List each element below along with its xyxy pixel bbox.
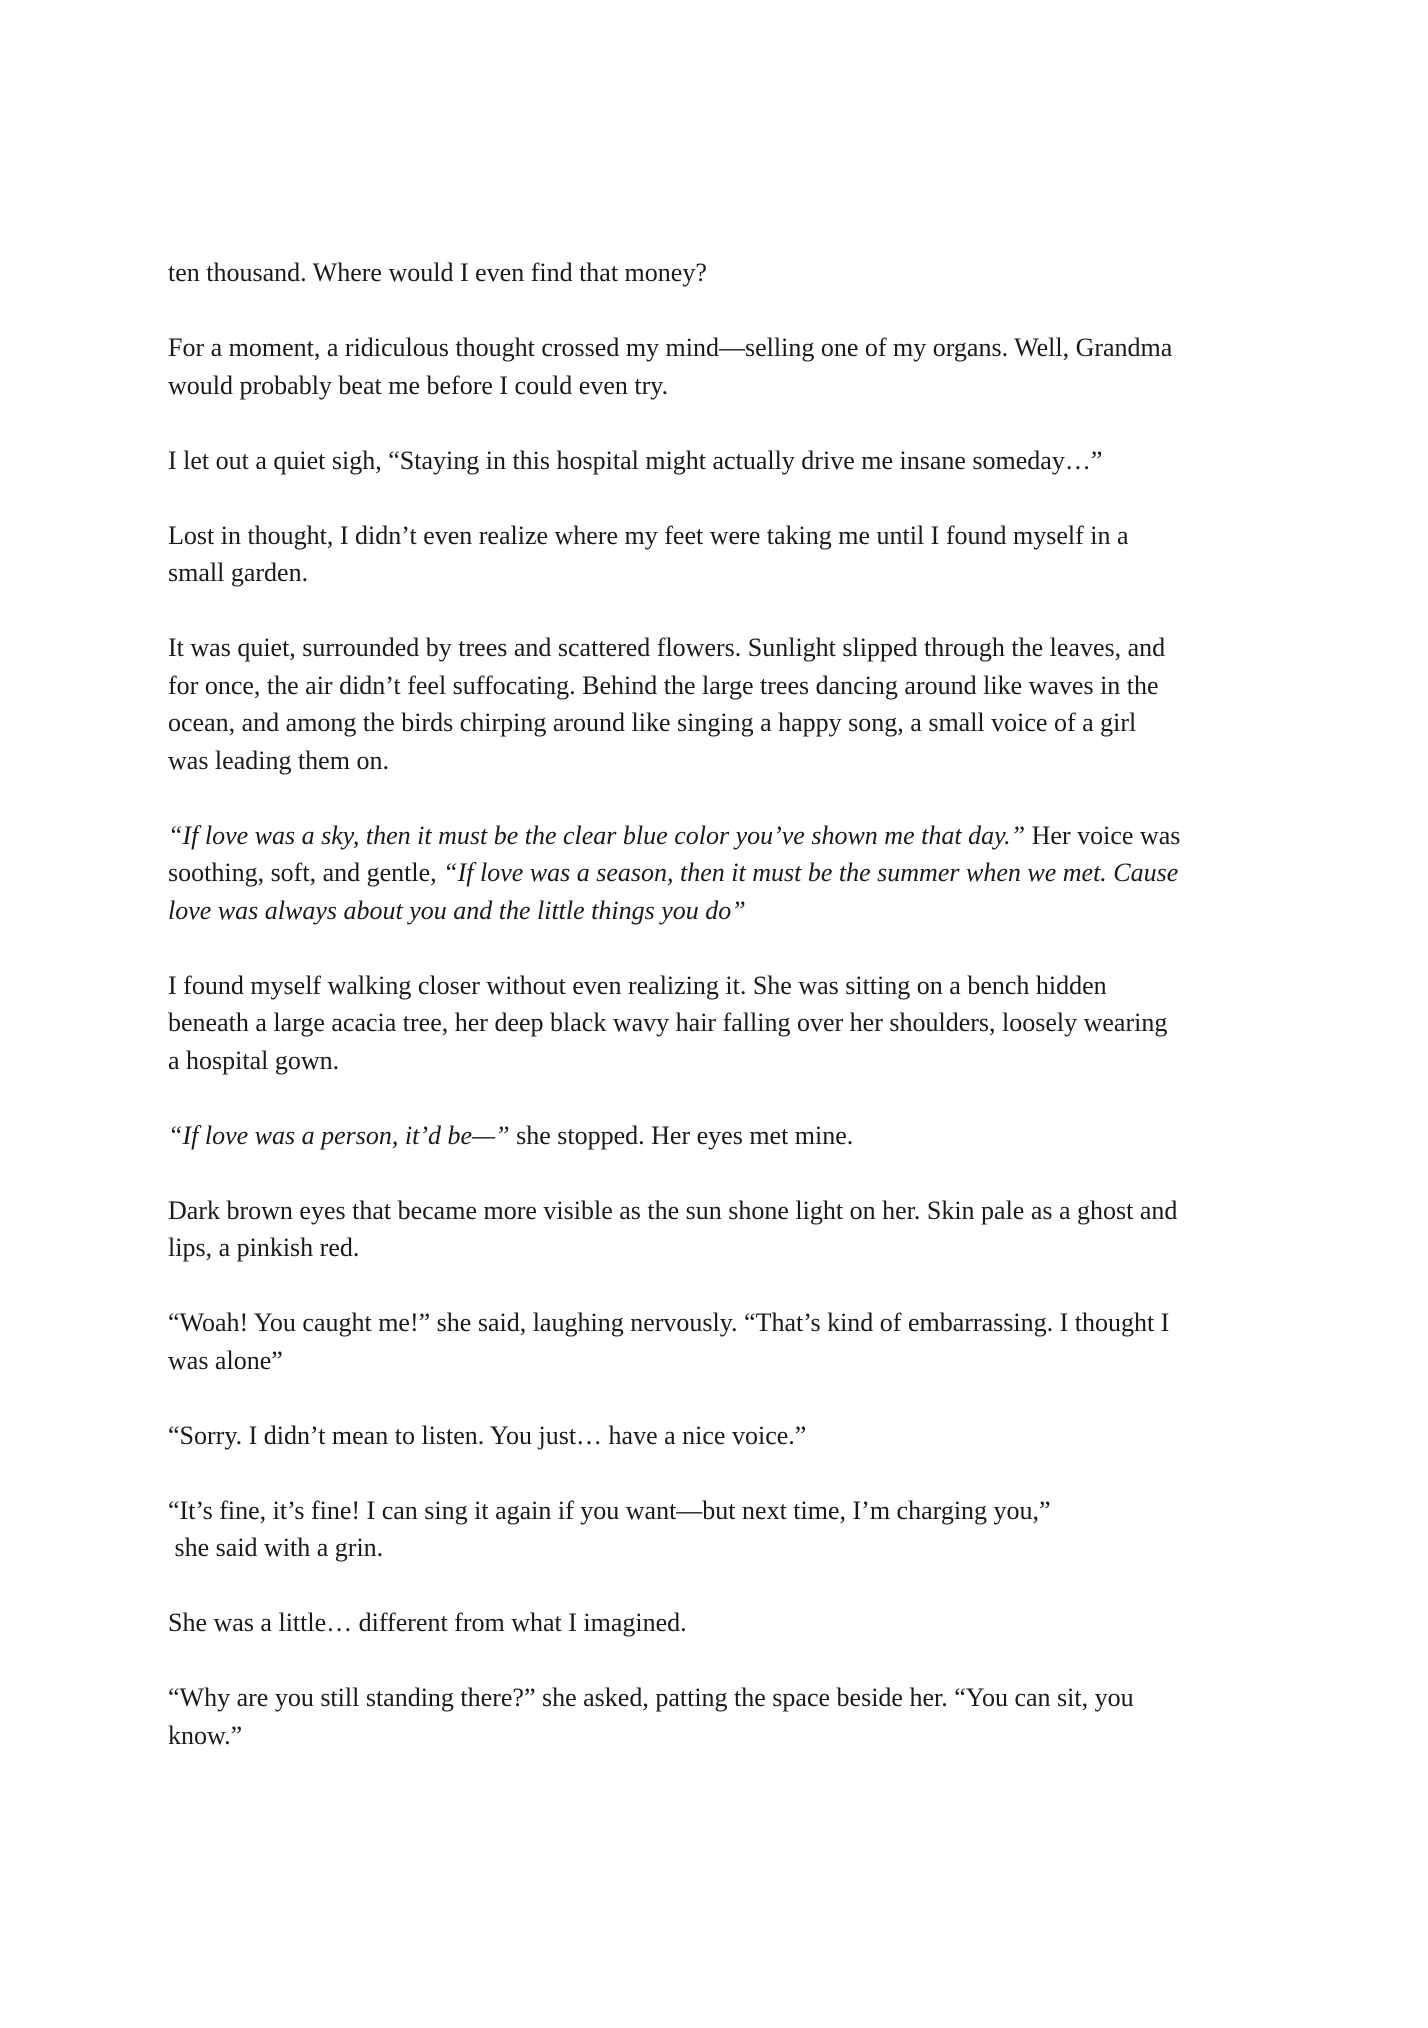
paragraph-bench: I found myself walking closer without even realizing it. She was sitting on a bench hidden beneath a large acacia tree, her deep black wavy hair falling over her shoulders, loosely wearing a hospital gown. <box>168 970 1168 1075</box>
paragraph-organs: For a moment, a ridiculous thought crossed my mind—selling one of my organs. Well, Grandma would probably beat me before I could even try. <box>168 333 1173 400</box>
story-text <box>168 254 1268 1792</box>
paragraph-stopped <box>168 1117 1268 1155</box>
paragraph-song <box>168 817 1268 930</box>
paragraph-money: ten thousand. Where would I even find that money? <box>168 258 707 287</box>
song-lyric-person: “If love was a person, it’d be—” <box>168 1120 510 1150</box>
paragraph-fine: “It’s fine, it’s fine! I can sing it again if you want—but next time, I’m charging you,” she said with a grin. <box>168 1495 1051 1562</box>
paragraph-sorry: “Sorry. I didn’t mean to listen. You just… have a nice voice.” <box>168 1420 807 1450</box>
paragraph-quiet-garden: It was quiet, surrounded by trees and scattered flowers. Sunlight slipped through the leaves, and for once, the air didn’t feel suffocating. Behind the large trees dancing around like waves in the ocean, and among the birds chirping around like singing a happy song, a small voice of a girl was leading them on. <box>168 633 1166 775</box>
paragraph-eyes: Dark brown eyes that became more visible as the sun shone light on her. Skin pale as a ghost and lips, a pinkish red. <box>168 1195 1178 1262</box>
song-narration: Her voice was soothing, soft, and gentle, <box>168 820 1181 887</box>
song-lyric-sky: “If love was a sky, then it must be the clear blue color you’ve shown me that day.” <box>168 820 1026 850</box>
paragraph-sigh: I let out a quiet sigh, “Staying in this hospital might actually drive me insane someday…” <box>168 445 1103 475</box>
paragraph-caught: “Woah! You caught me!” she said, laughing nervously. “That’s kind of embarrassing. I thought I was alone” <box>168 1308 1170 1375</box>
paragraph-sit: “Why are you still standing there?” she asked, patting the space beside her. “You can sit, you know.” <box>168 1683 1134 1750</box>
paragraph-garden: Lost in thought, I didn’t even realize where my feet were taking me until I found myself in a small garden. <box>168 520 1129 587</box>
song-lyric-season: “If love was a season, then it must be the summer when we met. Cause love was always about you and the little things you do” <box>168 858 1179 925</box>
paragraph-different: She was a little… different from what I imagined. <box>168 1608 687 1637</box>
stopped-narration: she stopped. Her eyes met mine. <box>509 1120 854 1150</box>
